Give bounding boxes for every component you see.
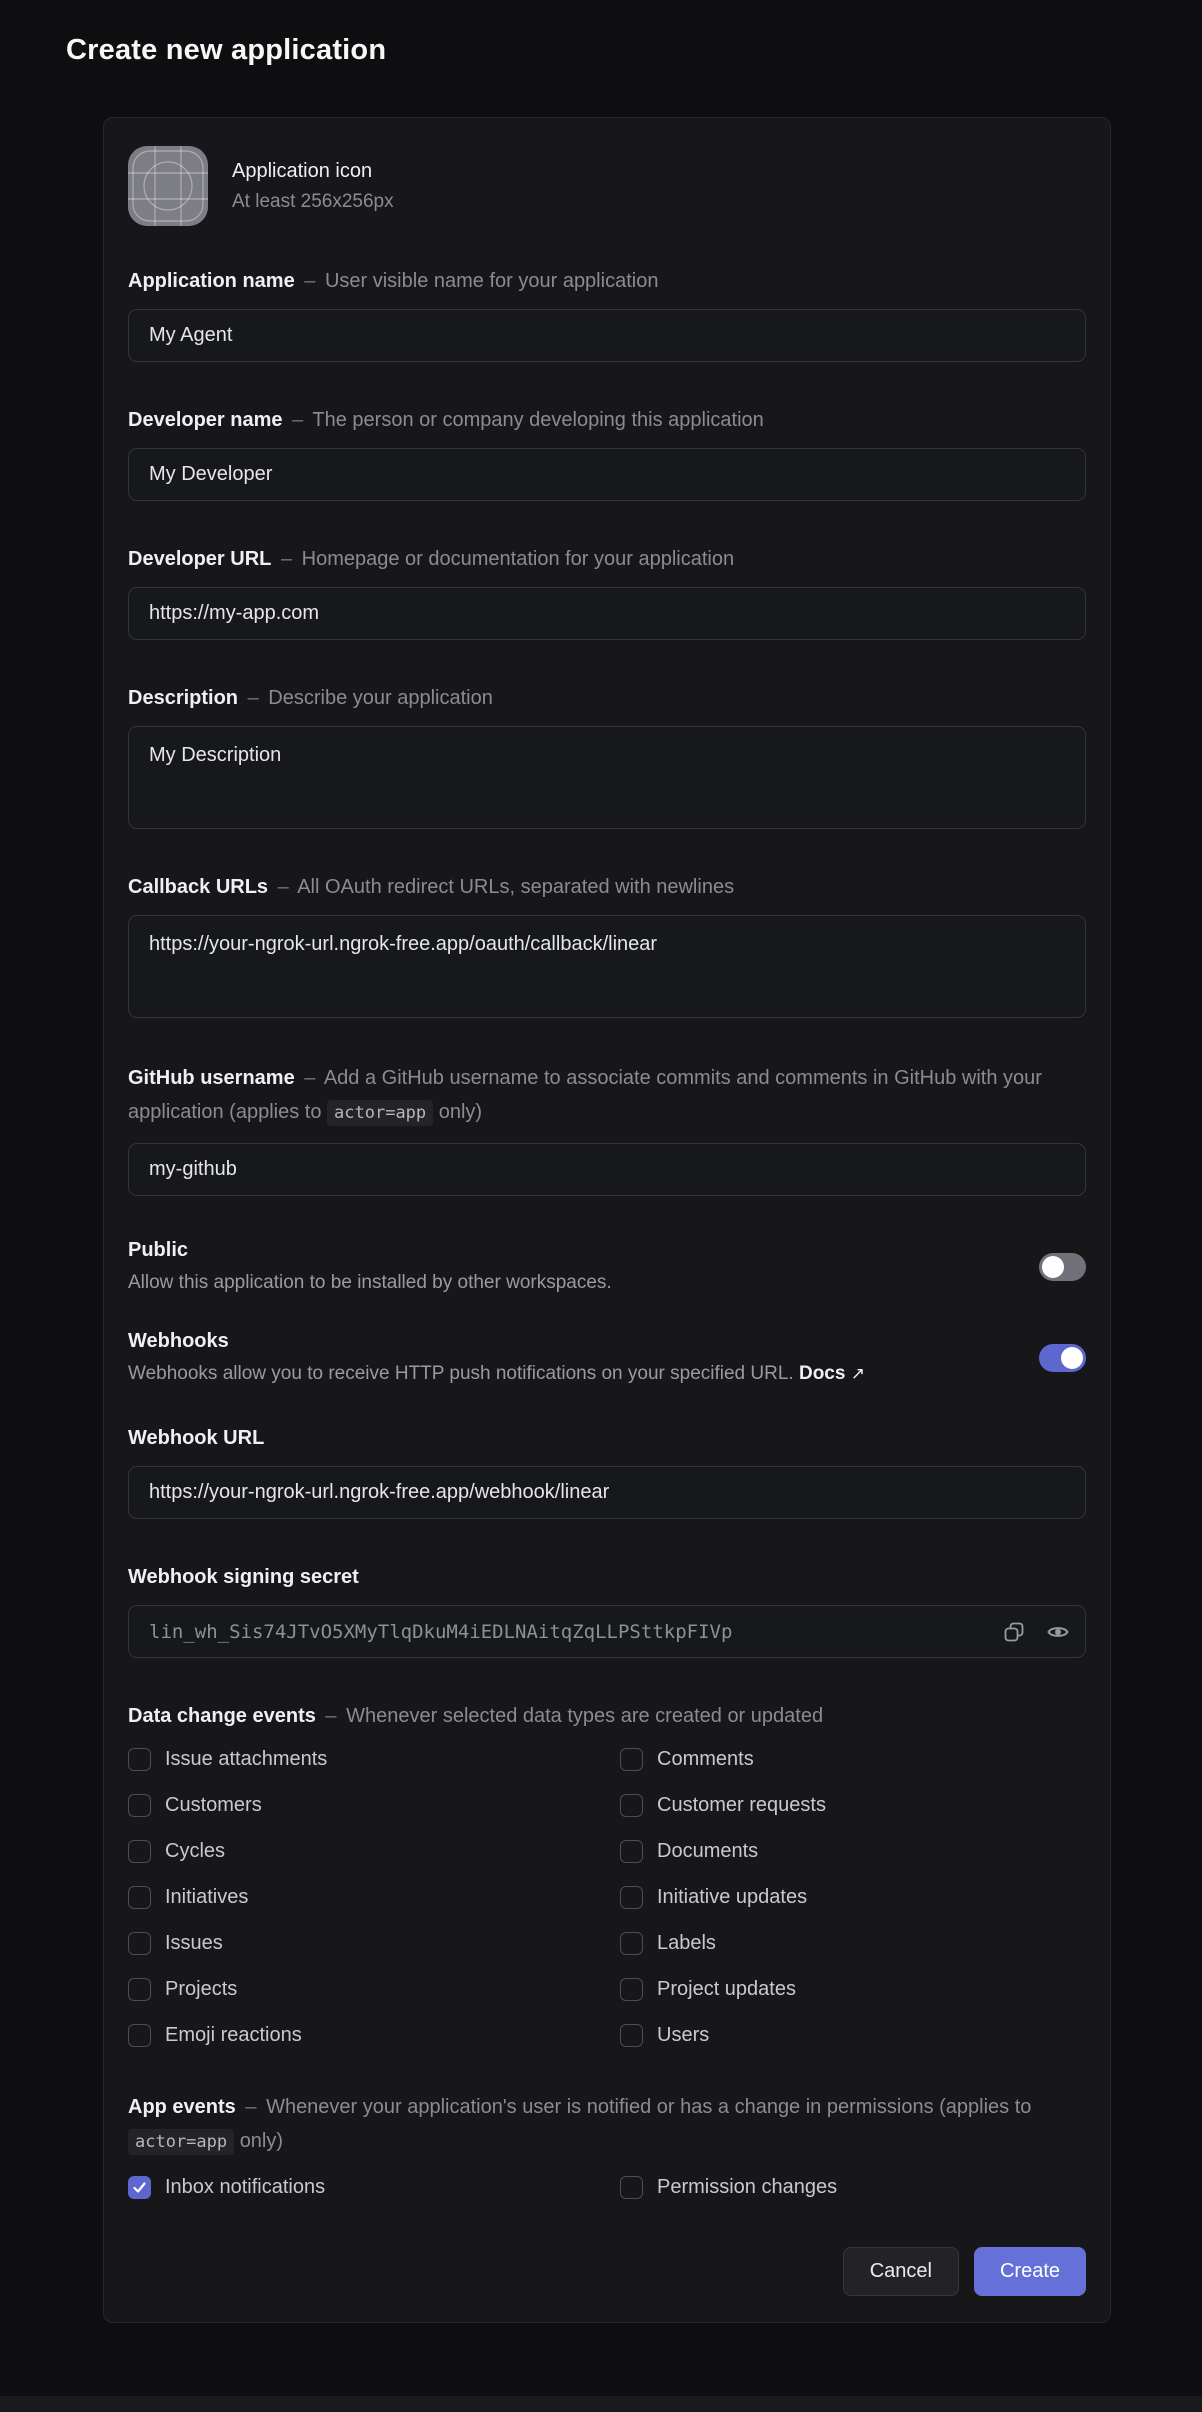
checkbox-label: Project updates xyxy=(657,1978,796,2000)
checkbox-label: Labels xyxy=(657,1932,716,1954)
label-dash: – xyxy=(325,1705,337,1727)
event-checkbox-item[interactable] xyxy=(620,1794,1086,1817)
checkbox[interactable] xyxy=(620,1886,643,1909)
create-application-form xyxy=(103,117,1111,2323)
toggle-knob xyxy=(1042,1256,1064,1278)
event-checkbox-item[interactable] xyxy=(620,1840,1086,1863)
bottom-edge-strip xyxy=(0,2396,1202,2412)
webhook-secret-label: Webhook signing secret xyxy=(128,1566,359,1588)
checkbox[interactable] xyxy=(620,1840,643,1863)
checkbox[interactable] xyxy=(620,1932,643,1955)
webhooks-description xyxy=(128,1363,865,1385)
checkbox[interactable] xyxy=(128,1932,151,1955)
data-change-events-hint: Whenever selected data types are created or updated xyxy=(346,1705,824,1727)
github-username-group xyxy=(128,1061,1086,1196)
checkbox-label: Issues xyxy=(165,1932,223,1954)
label-dash: – xyxy=(247,687,259,709)
description-textarea[interactable] xyxy=(128,726,1086,829)
developer-url-input[interactable] xyxy=(128,587,1086,640)
actor-app-code-chip: actor=app xyxy=(327,1100,433,1126)
checkbox-label: Projects xyxy=(165,1978,238,2000)
callback-urls-group xyxy=(128,872,1086,1018)
event-checkbox-item[interactable] xyxy=(128,1840,620,1863)
checkbox-label: Customers xyxy=(165,1794,262,1816)
cancel-button[interactable]: Cancel xyxy=(843,2247,959,2296)
copy-icon[interactable] xyxy=(1002,1620,1026,1644)
create-button[interactable]: Create xyxy=(974,2247,1086,2296)
reveal-secret-eye-icon[interactable] xyxy=(1046,1620,1070,1644)
github-username-input[interactable] xyxy=(128,1143,1086,1196)
checkbox[interactable] xyxy=(128,2176,151,2199)
webhooks-toggle-text xyxy=(128,1330,865,1385)
application-icon-title: Application icon xyxy=(232,159,373,182)
webhook-url-label: Webhook URL xyxy=(128,1427,265,1449)
callback-urls-textarea[interactable] xyxy=(128,915,1086,1018)
description-label: Description xyxy=(128,687,239,709)
checkbox[interactable] xyxy=(128,1886,151,1909)
application-icon-subtitle: At least 256x256px xyxy=(232,190,394,212)
event-checkbox-item[interactable] xyxy=(620,1978,1086,2001)
application-name-input[interactable] xyxy=(128,309,1086,362)
checkbox[interactable] xyxy=(620,1748,643,1771)
checkbox-label: Customer requests xyxy=(657,1794,826,1816)
app-events-group xyxy=(128,2090,1086,2296)
callback-urls-label: Callback URLs xyxy=(128,876,269,898)
event-checkbox-item[interactable] xyxy=(128,1748,620,1771)
checkbox[interactable] xyxy=(620,2176,643,2199)
webhooks-title: Webhooks xyxy=(128,1330,229,1352)
checkbox-label: Permission changes xyxy=(657,2176,838,2198)
checkbox-label: Initiative updates xyxy=(657,1886,808,1908)
description-group xyxy=(128,683,1086,829)
webhook-url-group xyxy=(128,1423,1086,1519)
checkbox[interactable] xyxy=(128,2024,151,2047)
public-toggle-text xyxy=(128,1239,612,1294)
checkbox-label: Documents xyxy=(657,1840,759,1862)
data-change-events-group xyxy=(128,1701,1086,2047)
form-actions xyxy=(128,2247,1086,2296)
application-icon-text xyxy=(232,160,394,213)
label-dash: – xyxy=(277,876,289,898)
github-username-hint-before: Add a GitHub username to associate commits and comments in GitHub with your application (applies to xyxy=(128,1067,1042,1123)
checkbox-label: Inbox notifications xyxy=(165,2176,326,2198)
public-title: Public xyxy=(128,1239,189,1261)
webhook-secret-group xyxy=(128,1562,1086,1658)
app-events-hint-before: Whenever your application's user is notified or has a change in permissions (applies to xyxy=(266,2096,1032,2118)
developer-url-label: Developer URL xyxy=(128,548,272,570)
data-change-events-label: Data change events xyxy=(128,1705,316,1727)
checkbox[interactable] xyxy=(620,1978,643,2001)
event-checkbox-item[interactable] xyxy=(128,2024,620,2047)
checkbox-label: Emoji reactions xyxy=(165,2024,302,2046)
event-checkbox-item[interactable] xyxy=(128,1886,620,1909)
webhooks-description-text: Webhooks allow you to receive HTTP push notifications on your specified URL. xyxy=(128,1363,794,1384)
checkbox-label: Issue attachments xyxy=(165,1748,328,1770)
public-description: Allow this application to be installed by other workspaces. xyxy=(128,1272,612,1293)
event-checkbox-item[interactable] xyxy=(128,1794,620,1817)
event-checkbox-item[interactable] xyxy=(128,1932,620,1955)
event-checkbox-item[interactable] xyxy=(620,1886,1086,1909)
app-events-label: App events xyxy=(128,2096,236,2118)
application-icon-section xyxy=(128,146,1086,226)
label-dash: – xyxy=(280,548,293,570)
data-change-events-grid xyxy=(128,1748,1086,2047)
checkbox-label: Comments xyxy=(657,1748,754,1770)
developer-name-label: Developer name xyxy=(128,409,283,431)
label-dash: – xyxy=(304,270,316,292)
event-checkbox-item[interactable] xyxy=(620,1748,1086,1771)
toggle-knob xyxy=(1061,1347,1083,1369)
public-toggle[interactable] xyxy=(1039,1253,1086,1281)
label-dash: – xyxy=(304,1067,316,1089)
docs-link[interactable]: Docs xyxy=(798,1363,846,1384)
app-events-hint-after: only) xyxy=(239,2130,284,2152)
checkbox[interactable] xyxy=(128,1978,151,2001)
app-events-grid xyxy=(128,2176,1086,2199)
developer-name-input[interactable] xyxy=(128,448,1086,501)
external-link-arrow-icon: ↗ xyxy=(850,1364,865,1383)
developer-url-group xyxy=(128,544,1086,640)
developer-url-hint: Homepage or documentation for your application xyxy=(301,548,735,570)
checkbox[interactable] xyxy=(128,1794,151,1817)
webhook-secret-value[interactable]: lin_wh_Sis74JTvO5XMyTlqDkuM4iEDLNAitqZqLLPSttkpFIVp xyxy=(128,1605,1086,1658)
event-checkbox-item[interactable] xyxy=(128,2176,620,2199)
checkbox[interactable] xyxy=(128,1840,151,1863)
webhooks-toggle-row xyxy=(128,1330,1086,1385)
label-dash: – xyxy=(245,2096,257,2118)
checkbox-label: Users xyxy=(657,2024,710,2046)
checkbox[interactable] xyxy=(620,2024,643,2047)
application-name-label: Application name xyxy=(128,270,295,292)
label-dash: – xyxy=(292,409,304,431)
checkbox[interactable] xyxy=(128,1748,151,1771)
webhooks-toggle[interactable] xyxy=(1039,1344,1086,1372)
event-checkbox-item[interactable] xyxy=(620,2176,1086,2199)
checkbox-label: Cycles xyxy=(165,1840,226,1862)
checkbox-label: Initiatives xyxy=(165,1886,249,1908)
callback-urls-hint: All OAuth redirect URLs, separated with newlines xyxy=(297,876,735,898)
event-checkbox-item[interactable] xyxy=(128,1978,620,2001)
public-toggle-row xyxy=(128,1239,1086,1294)
application-name-hint: User visible name for your application xyxy=(324,270,659,292)
actor-app-code-chip: actor=app xyxy=(128,2129,234,2155)
github-username-label: GitHub username xyxy=(128,1067,295,1089)
checkbox[interactable] xyxy=(620,1794,643,1817)
event-checkbox-item[interactable] xyxy=(620,2024,1086,2047)
description-hint: Describe your application xyxy=(268,687,493,709)
developer-name-hint: The person or company developing this application xyxy=(312,409,764,431)
event-checkbox-item[interactable] xyxy=(620,1932,1086,1955)
page-title: Create new application xyxy=(66,34,387,66)
application-name-group xyxy=(128,266,1086,362)
webhook-url-input[interactable] xyxy=(128,1466,1086,1519)
github-username-hint-after: only) xyxy=(438,1101,483,1123)
developer-name-group xyxy=(128,405,1086,501)
application-icon-placeholder[interactable] xyxy=(128,146,208,226)
